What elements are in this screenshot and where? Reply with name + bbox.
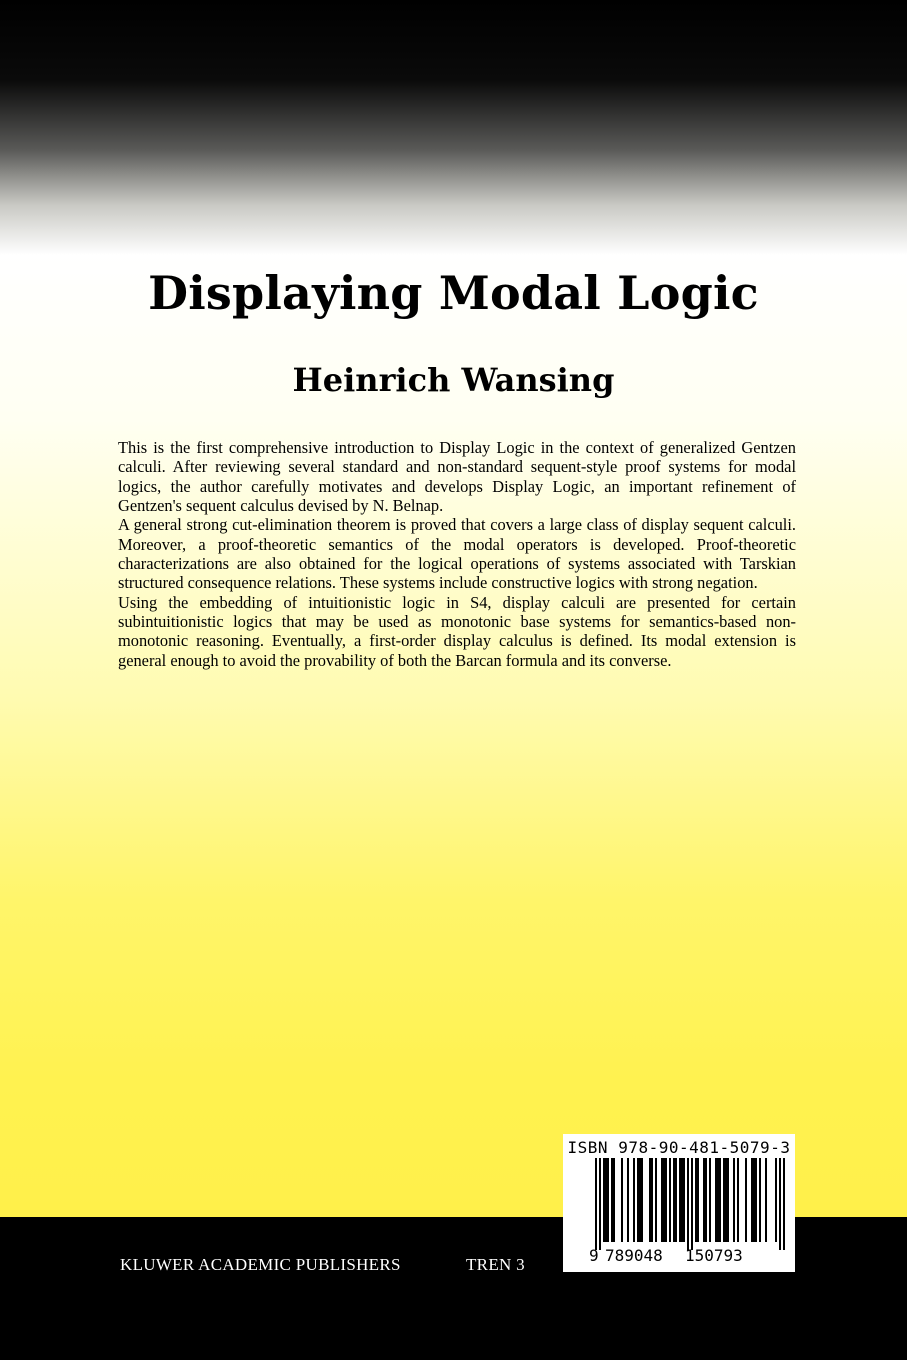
publisher-name: KLUWER ACADEMIC PUBLISHERS bbox=[120, 1255, 401, 1274]
description-paragraph-3: Using the embedding of intuitionistic logic in S4, display calculi are presented for certain subintuitionistic logics that may be used as monotonic base systems for semantics-based non-monotonic reasoning. Eventually, a first-order display calculus is defined. Its modal extension is general enough to avoid the provability of both the Barcan formula and its converse. bbox=[118, 592, 796, 670]
barcode-bar bbox=[669, 1158, 671, 1242]
ean-left-group: 789048 bbox=[605, 1246, 663, 1265]
barcode-bar bbox=[765, 1158, 767, 1242]
barcode-bar bbox=[705, 1158, 707, 1242]
barcode-bar bbox=[607, 1158, 609, 1242]
barcode-bar bbox=[603, 1158, 605, 1242]
book-description bbox=[118, 438, 796, 670]
barcode-bar bbox=[709, 1158, 711, 1242]
barcode-bar bbox=[633, 1158, 635, 1242]
barcode-bar bbox=[755, 1158, 757, 1242]
author-name: Heinrich Wansing bbox=[292, 361, 615, 399]
description-paragraph-2: A general strong cut-elimination theorem is proved that covers a large class of display sequent calculi. Moreover, a proof-theoretic semantics of the modal operators is developed. Proof-theoretic characterizations are also obtained for the logical operations of systems associated with Tarskian structured consequence relations. These systems include constructive logics with strong negation. bbox=[118, 515, 796, 593]
barcode-bar bbox=[641, 1158, 643, 1242]
barcode-bar bbox=[627, 1158, 629, 1242]
barcode-bar bbox=[651, 1158, 653, 1242]
barcode-bar bbox=[695, 1158, 697, 1242]
barcode-bar bbox=[599, 1158, 601, 1250]
isbn-label: ISBN 978-90-481-5079-3 bbox=[567, 1138, 791, 1157]
barcode-bar bbox=[697, 1158, 699, 1242]
barcode-bar bbox=[655, 1158, 657, 1242]
barcode-bar bbox=[613, 1158, 615, 1242]
barcode-bar bbox=[753, 1158, 755, 1242]
series-label: TREN 3 bbox=[466, 1255, 525, 1274]
barcode-bar bbox=[733, 1158, 735, 1242]
barcode-bar bbox=[719, 1158, 721, 1242]
barcode-bar bbox=[745, 1158, 747, 1242]
barcode-icon bbox=[595, 1158, 785, 1250]
barcode-bar bbox=[703, 1158, 705, 1242]
barcode-bar bbox=[649, 1158, 651, 1242]
barcode-bar bbox=[675, 1158, 677, 1242]
barcode-bar bbox=[681, 1158, 683, 1242]
barcode-bar bbox=[611, 1158, 613, 1242]
barcode-bar bbox=[727, 1158, 729, 1242]
barcode-bar bbox=[783, 1158, 785, 1250]
barcode-bar bbox=[637, 1158, 639, 1242]
barcode-bar bbox=[737, 1158, 739, 1242]
barcode-bar bbox=[679, 1158, 681, 1242]
barcode-bar bbox=[775, 1158, 777, 1242]
barcode-bar bbox=[725, 1158, 727, 1242]
barcode-bar bbox=[687, 1158, 689, 1250]
barcode-bar bbox=[663, 1158, 665, 1242]
barcode-bar bbox=[621, 1158, 623, 1242]
book-title: Displaying Modal Logic bbox=[148, 266, 759, 320]
barcode-bar bbox=[639, 1158, 641, 1242]
barcode-bar bbox=[595, 1158, 597, 1250]
barcode-bar bbox=[779, 1158, 781, 1250]
barcode-bar bbox=[691, 1158, 693, 1250]
ean-right-group: 150793 bbox=[685, 1246, 743, 1265]
barcode-bar bbox=[605, 1158, 607, 1242]
barcode-bar bbox=[683, 1158, 685, 1242]
barcode-bar bbox=[661, 1158, 663, 1242]
barcode-bar bbox=[717, 1158, 719, 1242]
barcode-bar bbox=[665, 1158, 667, 1242]
barcode-bar bbox=[723, 1158, 725, 1242]
barcode-bar bbox=[715, 1158, 717, 1242]
ean-first-digit: 9 bbox=[589, 1246, 599, 1265]
barcode-bar bbox=[759, 1158, 761, 1242]
barcode-bar bbox=[673, 1158, 675, 1242]
description-paragraph-1: This is the first comprehensive introduction to Display Logic in the context of generalized Gentzen calculi. After reviewing several standard and non-standard sequent-style proof systems for modal logics, the author carefully motivates and develops Display Logic, an important refinement of Gentzen's sequent calculus devised by N. Belnap. bbox=[118, 438, 796, 516]
barcode-box bbox=[563, 1134, 795, 1272]
barcode-bar bbox=[751, 1158, 753, 1242]
